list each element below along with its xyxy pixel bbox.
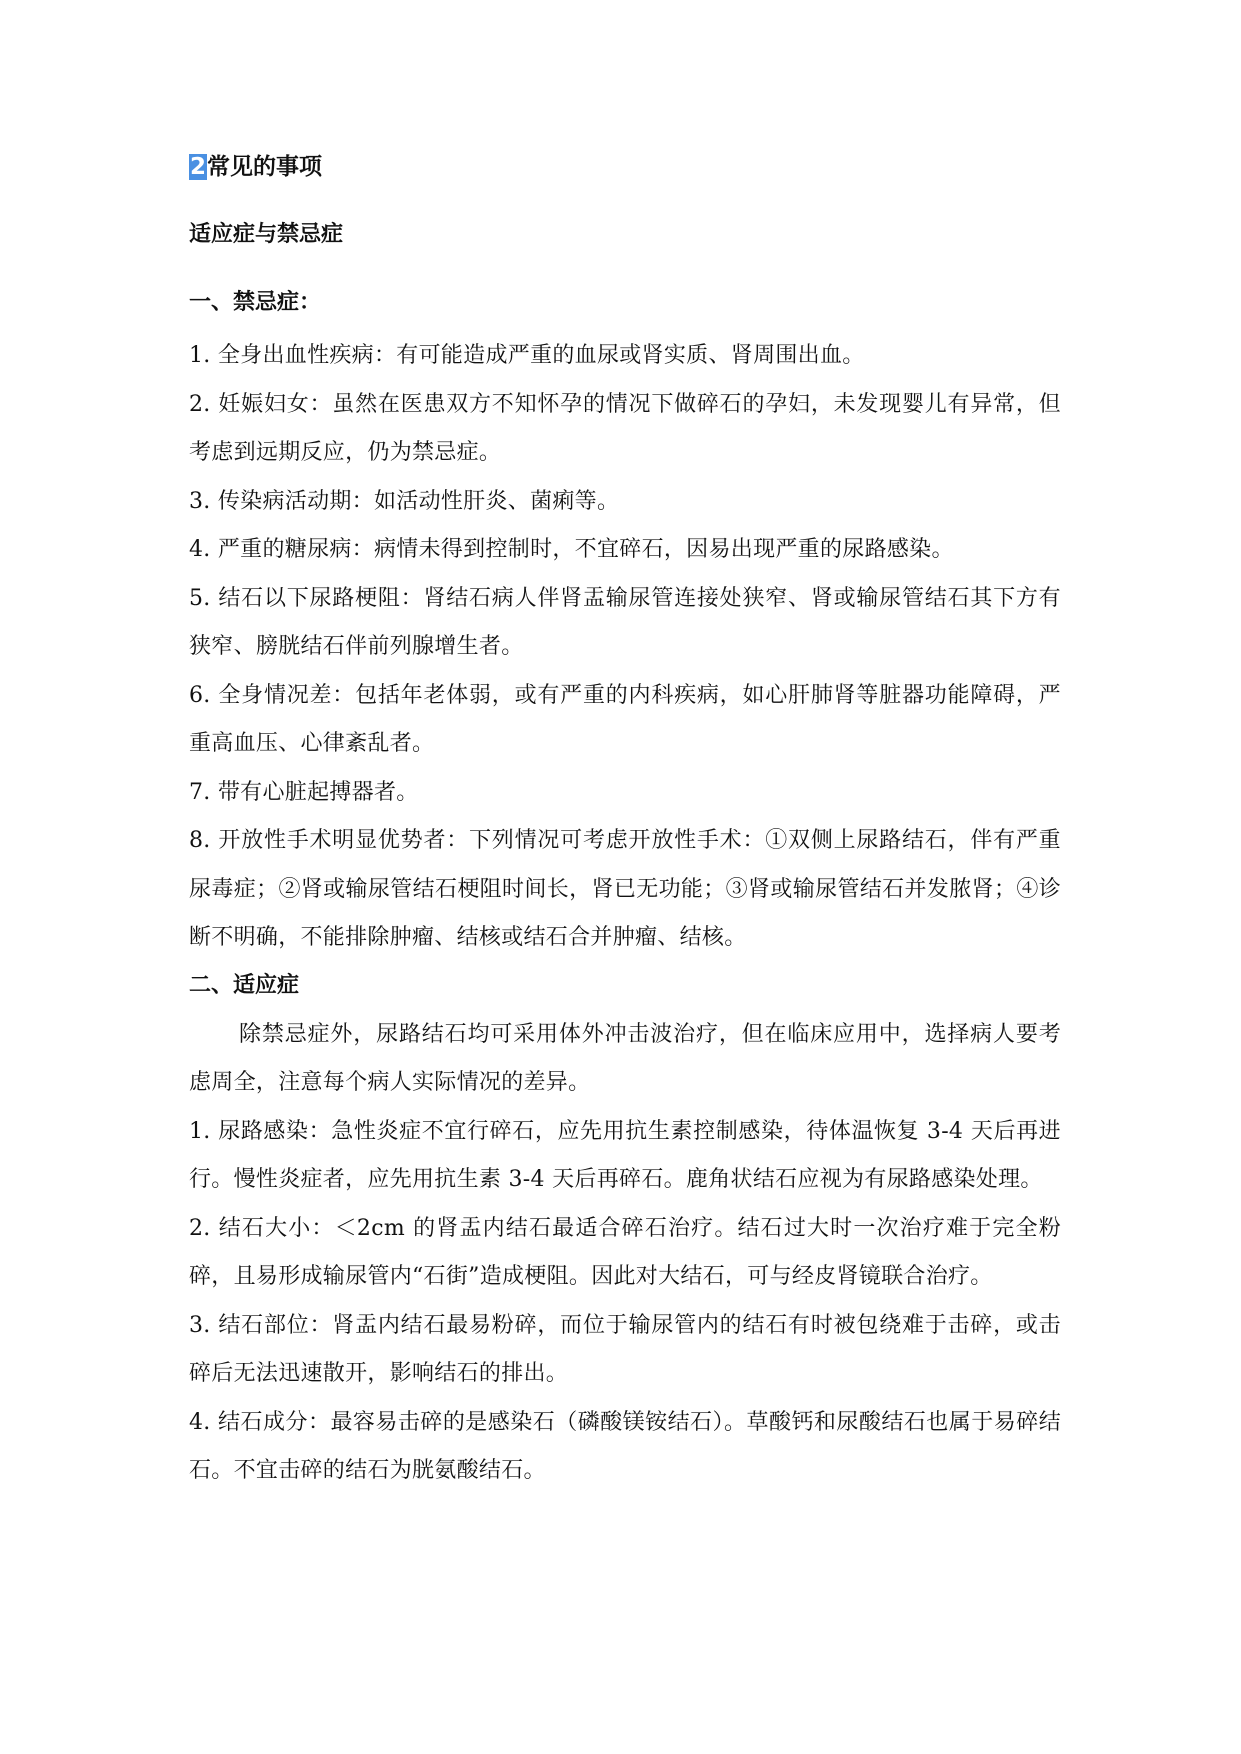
paragraph-contraindication-4: 4. 严重的糖尿病：病情未得到控制时，不宜碎石，因易出现严重的尿路感染。 [189, 537, 954, 562]
paragraph-contraindication-7: 7. 带有心脏起搏器者。 [189, 779, 419, 805]
title-number-highlighted[interactable]: 2 [190, 154, 207, 180]
paragraph-indication-3: 3. 结石部位：肾盂内结石最易粉碎，而位于输尿管内的结石有时被包绕难于击碎，或击碎后无法迅速散开，影响结石的排出。 [189, 1312, 1061, 1386]
section-indications [189, 969, 1061, 1496]
section-contraindications [189, 286, 1061, 963]
paragraph-contraindication-3: 3. 传染病活动期：如活动性肝炎、菌痢等。 [189, 488, 620, 514]
section-heading-contraindications: 一、禁忌症： [189, 290, 322, 315]
section-heading-indications: 二、适应症 [189, 972, 300, 998]
document-title [189, 150, 1061, 184]
paragraph-indication-1: 1. 尿路感染：急性炎症不宜行碎石，应先用抗生素控制感染，待体温恢复 3-4 天后再进行。慢性炎症者，应先用抗生素 3-4 天后再碎石。鹿角状结石应视为有尿路感染处理。 [189, 1118, 1061, 1192]
document-body [189, 150, 1061, 1496]
paragraph-indication-4: 4. 结石成分：最容易击碎的是感染石（磷酸镁铵结石）。草酸钙和尿酸结石也属于易碎结石。不宜击碎的结石为胱氨酸结石。 [189, 1409, 1061, 1483]
paragraph-indications-intro: 除禁忌症外，尿路结石均可采用体外冲击波治疗，但在临床应用中，选择病人要考虑周全，注意每个病人实际情况的差异。 [189, 1021, 1061, 1095]
document-subtitle: 适应症与禁忌症 [189, 222, 344, 247]
paragraph-contraindication-6: 6. 全身情况差：包括年老体弱，或有严重的内科疾病，如心肝肺肾等脏器功能障碍，严重高血压、心律紊乱者。 [189, 682, 1061, 756]
paragraph-contraindication-8: 8. 开放性手术明显优势者：下列情况可考虑开放性手术：①双侧上尿路结石，伴有严重尿毒症；②肾或输尿管结石梗阻时间长，肾已无功能；③肾或输尿管结石并发脓肾；④诊断不明确，不能排除肿瘤、结核或结石合并肿瘤、结核。 [189, 828, 1061, 950]
paragraph-contraindication-5: 5. 结石以下尿路梗阻：肾结石病人伴肾盂输尿管连接处狭窄、肾或输尿管结石其下方有狭窄、膀胱结石伴前列腺增生者。 [189, 585, 1061, 659]
paragraph-contraindication-1: 1. 全身出血性疾病：有可能造成严重的血尿或肾实质、肾周围出血。 [189, 343, 865, 368]
paragraph-contraindication-2: 2. 妊娠妇女：虽然在医患双方不知怀孕的情况下做碎石的孕妇，未发现婴儿有异常，但考虑到远期反应，仍为禁忌症。 [189, 391, 1061, 465]
title-text: 常见的事项 [207, 154, 323, 180]
paragraph-indication-2: 2. 结石大小：＜2cm 的肾盂内结石最适合碎石治疗。结石过大时一次治疗难于完全粉碎，且易形成输尿管内“石街”造成梗阻。因此对大结石，可与经皮肾镜联合治疗。 [189, 1215, 1061, 1289]
